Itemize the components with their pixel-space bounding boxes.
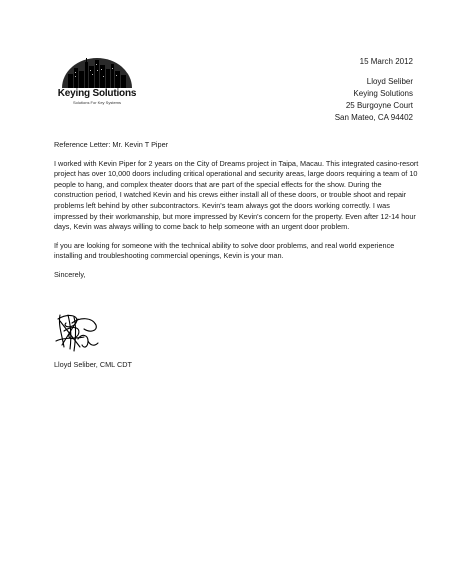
sender-block	[335, 56, 413, 124]
letter-paragraph-1: I worked with Kevin Piper for 2 years on the City of Dreams project in Taipa, Macau. This integrated casino-resort project has over 10,000 doors including critical operational and security areas, large doors requiring a team of 10 people to hang, and complex theater doors that are part of the special effects for the show. During the construction period, I watched Kevin and his crews either install all of these doors, or trouble shoot and repair problems left behind by other subcontractors. Kevin's team always got the doors working correctly. I was impressed by their workmanship, but more impressed by Kevin's concern for the property. Even after 12-14 hour days, Kevin was always willing to come back to help someone with an urgent door problem.	[54, 158, 419, 232]
logo-brand-text: Keying Solutions	[57, 88, 137, 99]
sender-street: 25 Burgoyne Court	[345, 101, 413, 110]
letter-subject: Reference Letter: Mr. Kevin T Piper	[54, 140, 169, 149]
logo-tagline: Solutions For Key Systems	[72, 100, 122, 105]
letter-closing: Sincerely,	[54, 269, 86, 279]
sender-name: Lloyd Seliber	[366, 77, 413, 86]
handwritten-signature	[54, 311, 102, 353]
letter-date: 15 March 2012	[359, 57, 413, 66]
letter-paragraph-2: If you are looking for someone with the technical ability to solve door problems, and real world experience installing and troubleshooting commercial openings, Kevin is your man.	[54, 240, 395, 261]
letter-body	[54, 140, 420, 289]
company-logo	[54, 56, 140, 106]
signer-name: Lloyd Seliber, CML CDT	[54, 360, 132, 369]
signature-scribble-icon	[54, 311, 102, 353]
skyline-logo-icon	[54, 56, 140, 88]
sender-city: San Mateo, CA 94402	[334, 113, 413, 122]
sender-company: Keying Solutions	[353, 89, 413, 98]
